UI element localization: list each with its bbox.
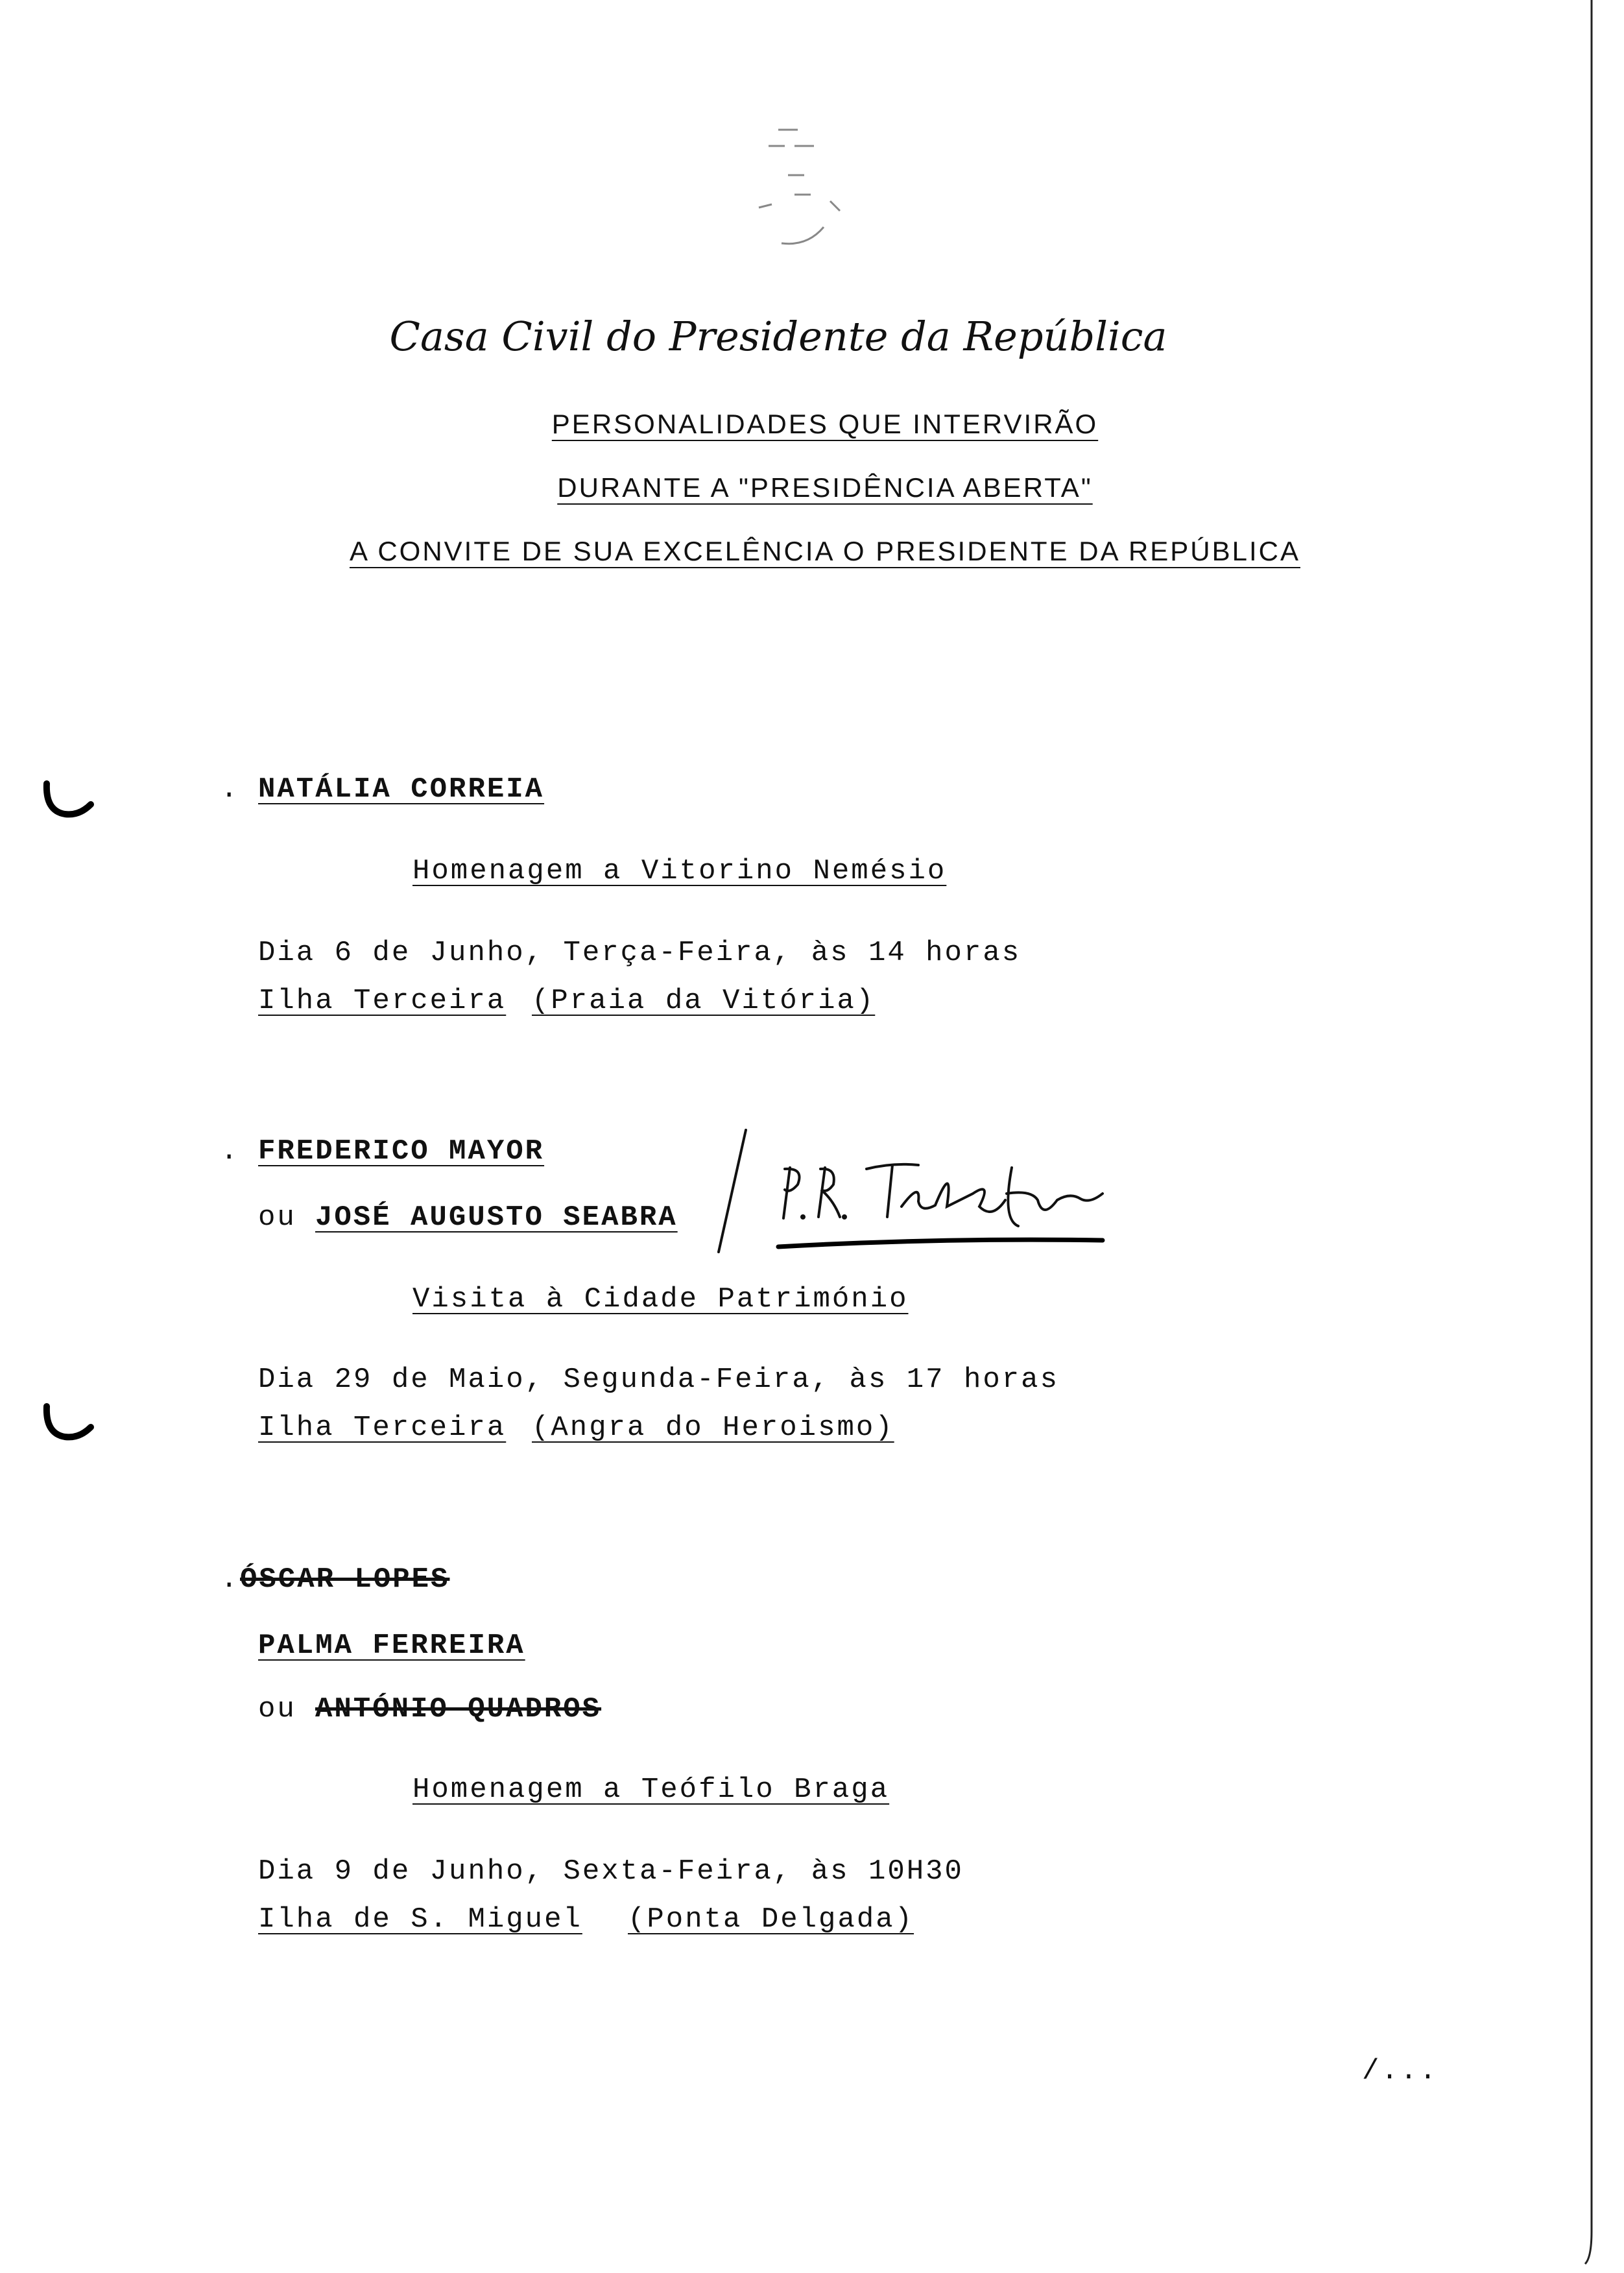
title-line-2: DURANTE A "PRESIDÊNCIA ABERTA": [557, 472, 1093, 503]
event-place: Ilha de S. Miguel: [258, 1903, 582, 1936]
event-locality: (Praia da Vitória): [532, 985, 876, 1017]
letterhead-text: Casa Civil do Presidente da República: [389, 313, 1167, 360]
person-name: FREDERICO MAYOR: [258, 1135, 545, 1168]
page-edge: [1582, 0, 1598, 2273]
struck-alternative-name: ANTÓNIO QUADROS: [315, 1693, 602, 1726]
check-mark-icon: [39, 1401, 97, 1447]
event-date: Dia 6 de Junho, Terça-Feira, às 14 horas: [258, 937, 1021, 969]
title-line-1: PERSONALIDADES QUE INTERVIRÃO: [551, 409, 1099, 439]
event-date: Dia 9 de Junho, Sexta-Feira, às 10H30: [258, 1855, 964, 1888]
bullet: .: [221, 1563, 240, 1596]
emblem-icon: [733, 110, 863, 266]
bullet: .: [221, 1135, 240, 1168]
person-name: NATÁLIA CORREIA: [258, 773, 545, 806]
letterhead: [389, 305, 1167, 376]
person-name: PALMA FERREIRA: [258, 1630, 525, 1662]
event-title: Visita à Cidade Património: [412, 1283, 909, 1316]
struck-person-name: ÓSCAR LOPES: [240, 1563, 450, 1596]
event-title: Homenagem a Teófilo Braga: [412, 1774, 890, 1806]
event-place: Ilha Terceira: [258, 985, 507, 1017]
alternative-prefix: ou: [258, 1201, 296, 1234]
check-mark-icon: [39, 778, 97, 824]
event-date: Dia 29 de Maio, Segunda-Feira, às 17 horas: [258, 1364, 1059, 1396]
event-locality: (Angra do Heroismo): [532, 1412, 894, 1444]
alternative-prefix: ou: [258, 1693, 296, 1726]
event-place: Ilha Terceira: [258, 1412, 507, 1444]
event-title: Homenagem a Vitorino Nemésio: [412, 855, 947, 887]
continuation-marker: /...: [1362, 2055, 1439, 2087]
title-line-3: A CONVITE DE SUA EXCELÊNCIA O PRESIDENTE DA REPÚBLICA: [349, 536, 1301, 566]
alternative-name: JOSÉ AUGUSTO SEABRA: [315, 1201, 678, 1234]
handwritten-note: [707, 1122, 1122, 1271]
bullet: .: [221, 773, 240, 806]
event-locality: (Ponta Delgada): [628, 1903, 914, 1936]
